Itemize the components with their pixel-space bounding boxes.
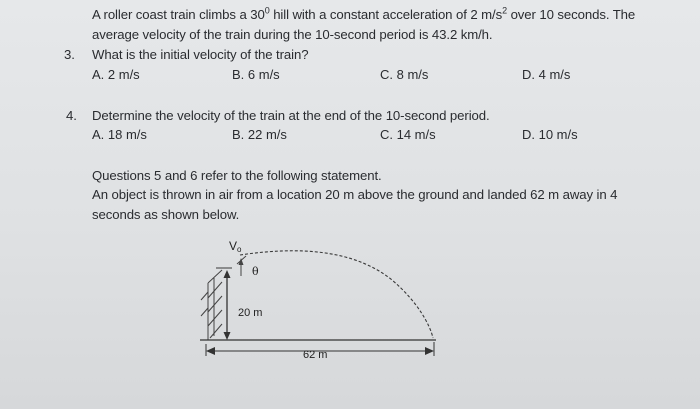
trajectory-curve — [240, 251, 433, 338]
statement-line-2: An object is thrown in air from a location 20 m above the ground and landed 62 m away in 4 — [92, 187, 618, 202]
q4-option-a: A. 18 m/s — [92, 127, 147, 142]
q3-option-a: A. 2 m/s — [92, 67, 140, 82]
statement-line-1: Questions 5 and 6 refer to the following statement. — [92, 168, 382, 183]
q3-number: 3. — [64, 47, 75, 62]
intro-line-2: average velocity of the train during the 10-second period is 43.2 km/h. — [92, 27, 493, 42]
q4-text: Determine the velocity of the train at the end of the 10-second period. — [92, 108, 490, 123]
q3-option-c: C. 8 m/s — [380, 67, 429, 82]
cliff-hatching — [201, 270, 222, 340]
q3-text: What is the initial velocity of the train? — [92, 47, 309, 62]
intro-line-1-a: A roller coast train climbs a 30 — [92, 7, 265, 22]
q4-option-d: D. 10 m/s — [522, 127, 578, 142]
degree-superscript: 0 — [264, 5, 270, 16]
intro-line-1-b: hill with a constant acceleration of 2 m/s — [269, 7, 503, 22]
q4-number: 4. — [66, 108, 77, 123]
theta-label: θ — [252, 265, 259, 278]
q3-option-b: B. 6 m/s — [232, 67, 280, 82]
q3-option-d: D. 4 m/s — [522, 67, 571, 82]
height-label: 20 m — [238, 307, 263, 319]
acceleration-superscript: 2 — [502, 5, 507, 16]
intro-line-1-c: over 10 seconds. The — [507, 7, 636, 22]
v0-label: Vo — [229, 239, 242, 254]
distance-label: 62 m — [303, 349, 328, 361]
q4-option-c: C. 14 m/s — [380, 127, 436, 142]
q4-option-b: B. 22 m/s — [232, 127, 287, 142]
statement-line-3: seconds as shown below. — [92, 207, 240, 222]
